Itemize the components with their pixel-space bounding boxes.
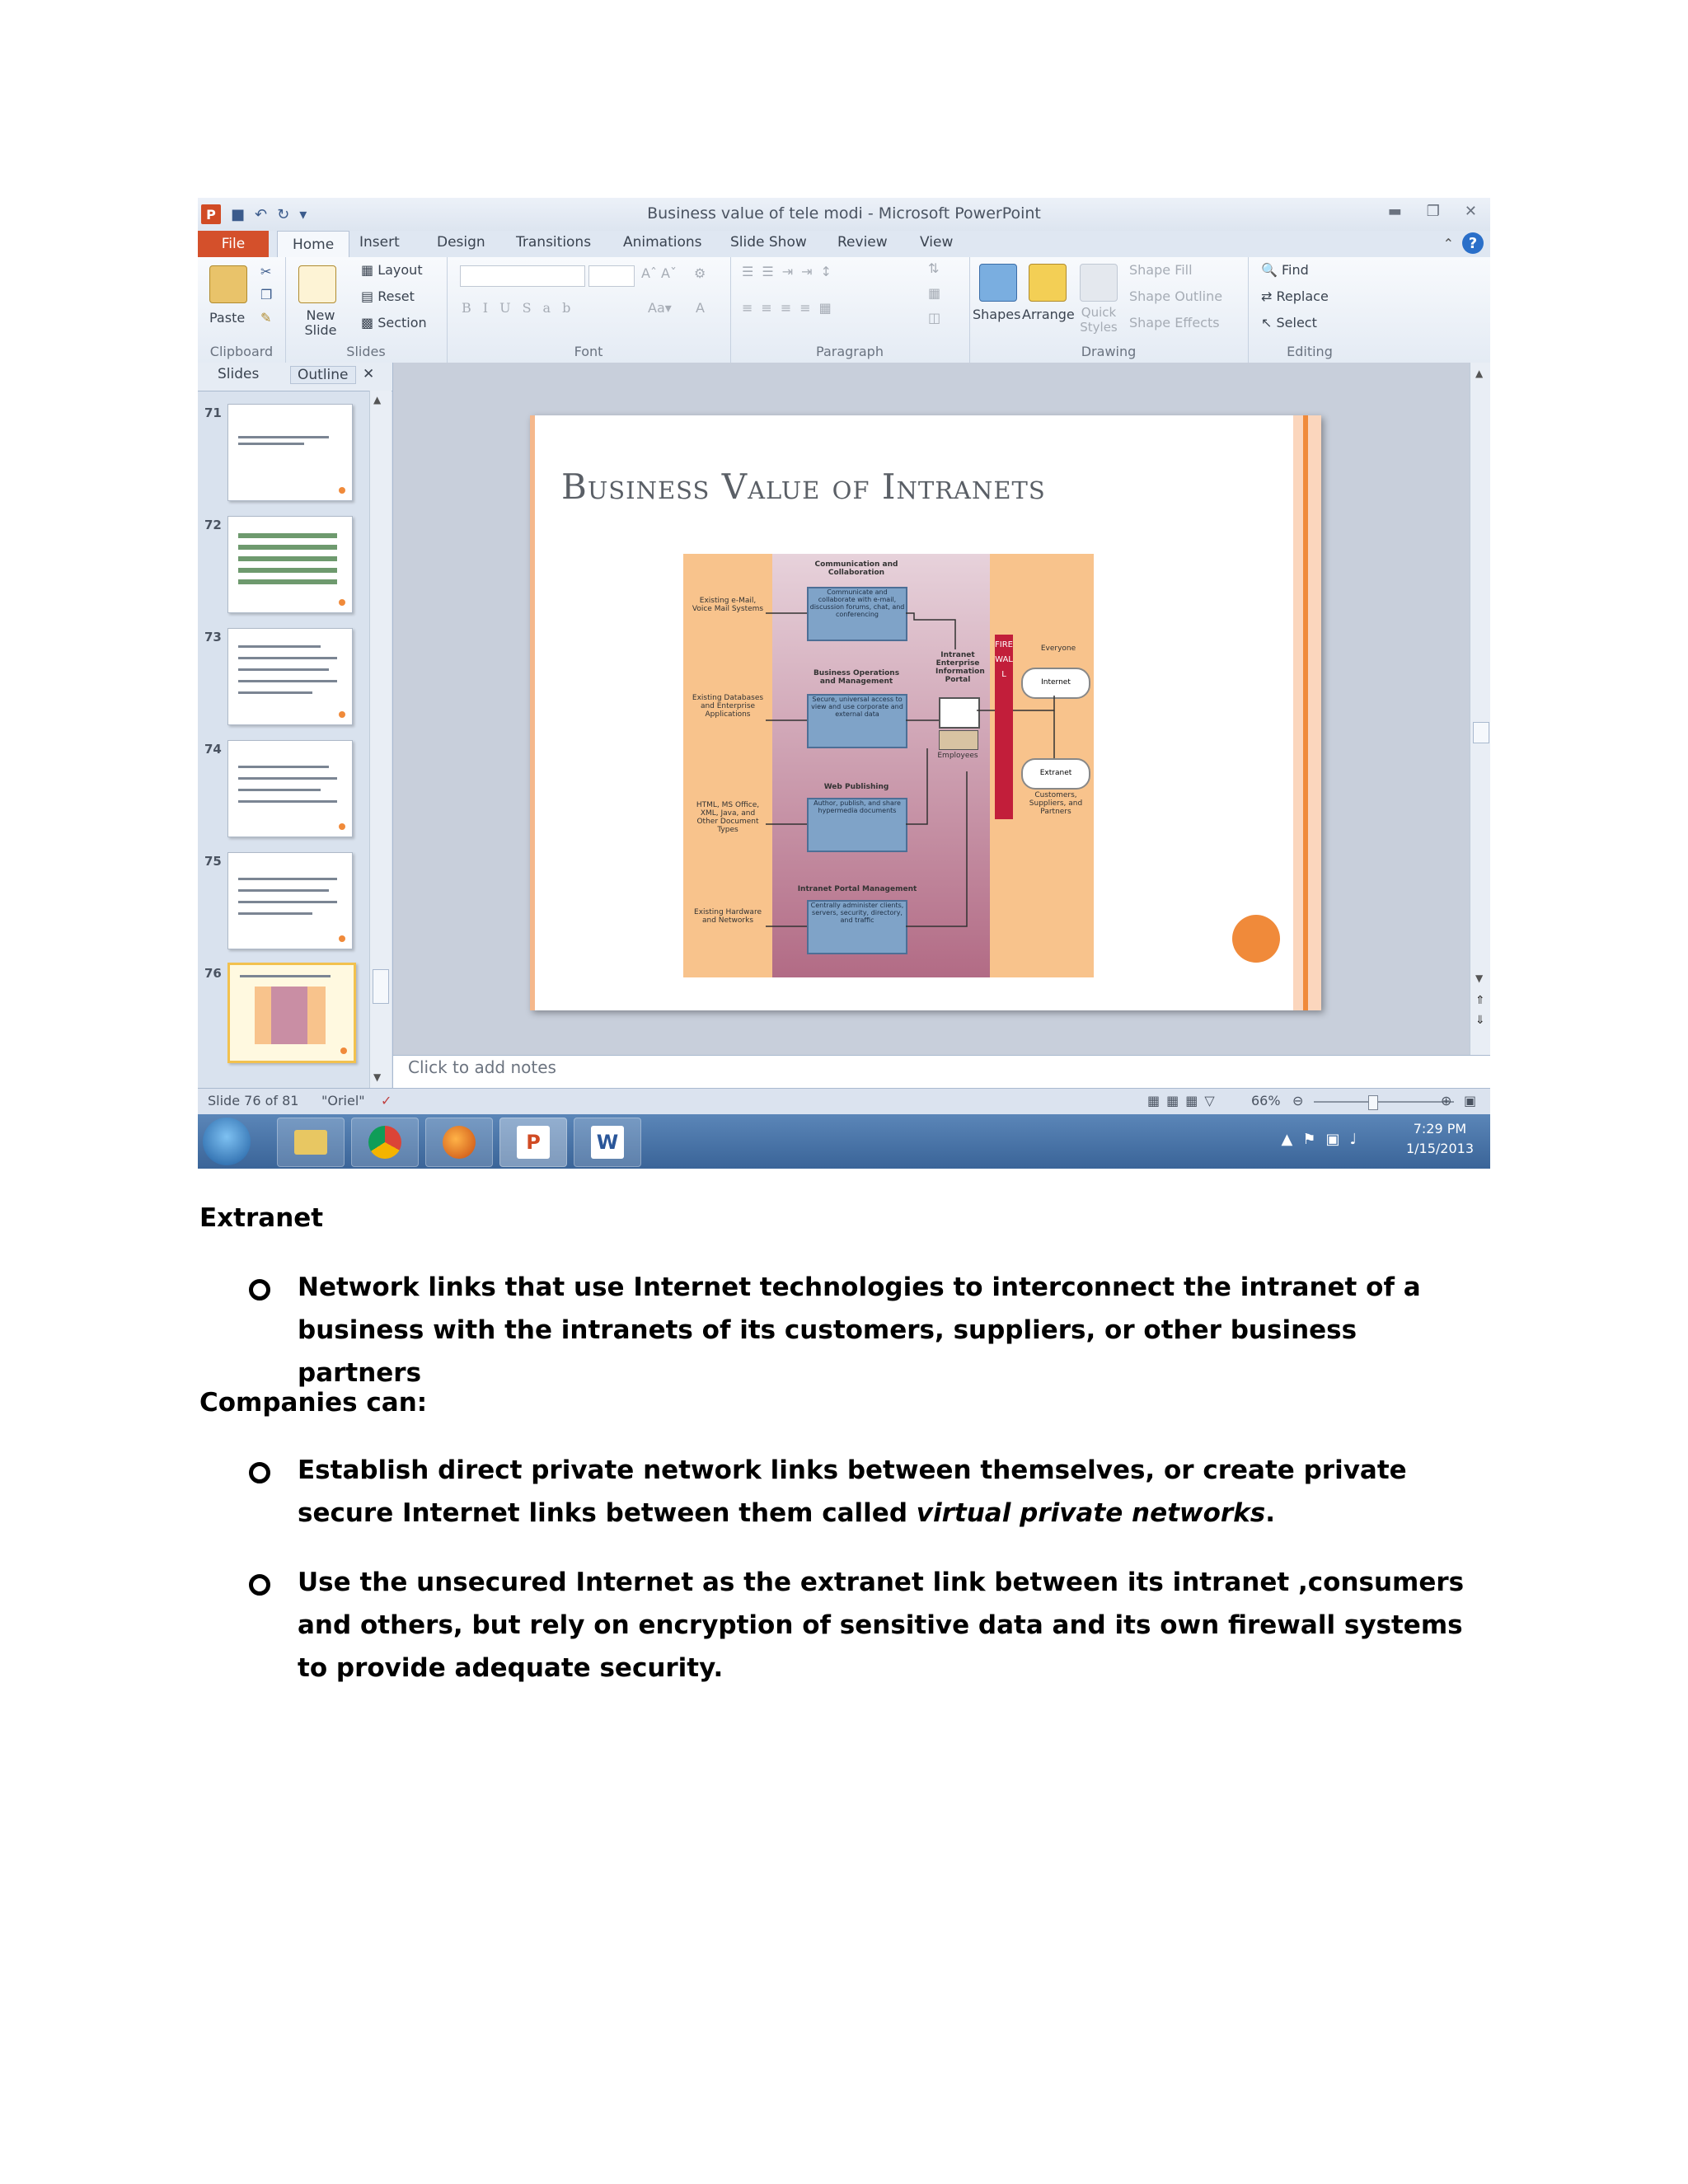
scroll-down-icon[interactable]: ▼ [373,1071,382,1083]
clock[interactable] [1406,1119,1474,1159]
section-label: Web Publishing [823,783,889,791]
new-slide-button[interactable]: New Slide [304,307,337,338]
thumb-line [238,680,337,682]
thumb-line [238,556,337,561]
clear-format-icon[interactable]: ⚙ [694,265,706,281]
diagram-connectors [683,554,1094,977]
scroll-thumb[interactable] [1473,722,1489,743]
scroll-down-icon[interactable]: ▼ [1475,972,1484,984]
ribbon-tabs [198,231,1490,258]
align-text-icon[interactable]: ▦ [928,285,941,301]
slide-left-stripe [530,415,535,1010]
thumb-line [238,657,337,659]
slide-thumbnail[interactable] [227,404,353,501]
view-buttons[interactable]: ▦▦▦▽ [1147,1093,1221,1108]
firewall-bar: FIREWALL [995,635,1013,819]
internet-cloud: Internet [1021,668,1090,699]
thumb-line [238,545,337,550]
grow-font-icon[interactable]: Aˆ Aˇ [641,265,677,281]
thumb-line [238,443,304,445]
slide-counter: Slide 76 of 81 [208,1093,299,1108]
shape-effects-button[interactable]: Shape Effects [1129,315,1220,330]
tab-view[interactable]: View [920,234,954,251]
chrome-taskbar-button[interactable] [351,1118,419,1167]
next-slide-icon[interactable]: ⇓ [1475,1014,1485,1027]
bullet-text [298,1449,1484,1535]
select-button[interactable]: ↖ Select [1261,315,1317,330]
window-title: Business value of tele modi - Microsoft PowerPoint [647,204,1041,223]
tab-bar-icons [1443,232,1484,254]
zoom-slider[interactable] [1314,1101,1454,1103]
slide-orange-dot [1232,915,1280,963]
tab-animations[interactable]: Animations [623,234,702,251]
extranet-cloud: Extranet [1021,758,1090,790]
font-color-icon[interactable]: A [696,300,705,316]
format-painter-icon[interactable]: ✎ [260,310,272,326]
diagram-box: Centrally administer clients, servers, security, directory, and traffic [807,900,907,954]
thumb-number: 74 [204,742,222,757]
everyone-label: Everyone [1040,644,1076,653]
thumb-line [238,889,329,892]
font-name-input[interactable] [460,265,585,287]
slide-thumbnail[interactable] [227,628,353,725]
undo-icon[interactable]: ↶ [255,205,268,223]
shape-outline-button[interactable]: Shape Outline [1129,288,1223,304]
align-icon[interactable]: ≡≡≡≡▦ [742,300,840,316]
explorer-taskbar-button[interactable] [277,1118,345,1167]
thumb-line [238,766,329,768]
reset-label: Reset [377,288,415,304]
replace-label: Replace [1276,288,1329,304]
zoom-out-icon[interactable]: ⊖ [1292,1093,1304,1108]
thumb-line [238,645,321,648]
select-label: Select [1276,315,1317,330]
thumb-line [238,878,337,880]
quick-styles-icon[interactable] [1080,264,1118,302]
font-label: Font [574,344,603,359]
cut-icon[interactable]: ✂ [260,264,272,279]
font-size-input[interactable] [588,265,635,287]
vpn-term: virtual private networks [916,1498,1266,1528]
thumb-line [238,800,337,803]
chrome-icon [368,1126,401,1159]
slide-thumbnail-active[interactable] [227,963,356,1063]
thumb-diagram-left [255,987,271,1044]
bullet-text: Network links that use Internet technologies to interconnect the intranet of a business with the intranets of its customers, suppliers, or other business partners [298,1272,1421,1388]
paste-button[interactable]: Paste [209,310,246,326]
diagram-box: Communicate and collaborate with e-mail, discussion forums, chat, and conferencing [807,587,907,641]
tab-review[interactable]: Review [837,234,888,251]
slide-editing-area [393,363,1490,1055]
save-icon[interactable]: ■ [231,205,246,223]
thumb-line [238,568,337,573]
customize-qat-icon[interactable]: ▾ [299,205,307,223]
tab-home[interactable]: Home [277,231,349,258]
notes-pane[interactable] [393,1055,1490,1089]
find-label: Find [1282,262,1309,278]
left-label: Existing e-Mail, Voice Mail Systems [692,597,764,613]
quick-styles-button[interactable]: Quick Styles [1080,305,1118,335]
text-direction-icon[interactable]: ⇅ [928,260,940,276]
minimize-icon[interactable]: ▬ [1387,203,1402,220]
thumb-number: 73 [204,630,222,644]
section-label: Business Operations and Management [813,669,900,686]
thumb-dot [339,599,345,606]
shape-fill-button[interactable]: Shape Fill [1129,262,1193,278]
system-tray-icons[interactable]: ▲⚑▣♩ [1281,1131,1367,1148]
tab-transitions[interactable]: Transitions [516,234,592,251]
slides-panel [198,363,393,1088]
shapes-button[interactable]: Shapes [973,307,1021,322]
slide-thumbnail[interactable] [227,740,353,837]
close-icon[interactable]: ✕ [1464,203,1477,220]
tab-file[interactable]: File [198,231,269,257]
help-icon[interactable]: ? [1462,232,1484,254]
thumb-dot [339,935,345,942]
ribbon [198,257,1490,363]
minimize-ribbon-icon[interactable]: ⌃ [1442,235,1454,251]
shapes-icon[interactable] [979,264,1017,302]
layout-label: Layout [377,262,423,278]
thumb-line [238,789,321,791]
drawing-label: Drawing [1081,344,1137,359]
left-label: Existing Databases and Enterprise Applications [692,694,764,719]
previous-slide-icon[interactable]: ⇑ [1475,994,1485,1007]
section-label: Intranet Portal Management [797,885,917,893]
slide-thumbnail[interactable] [227,516,353,613]
bullet-text-part: Establish direct private network links between themselves, or create private secure Internet links between them called [298,1455,1407,1528]
copy-icon[interactable]: ❐ [260,287,273,302]
drawing-group [969,257,1249,363]
employees-label: Employees [937,752,978,760]
partners-label: Customers, Suppliers, and Partners [1029,791,1083,816]
panel-tabs [198,363,392,391]
layout-button[interactable]: ▦ Layout [361,262,423,278]
editing-label: Editing [1287,344,1333,359]
thumb-line [238,901,337,903]
thumb-diagram-mid [271,987,307,1044]
fit-to-window-icon[interactable]: ▣ [1464,1093,1477,1108]
bullet-text: Use the unsecured Internet as the extranet link between its intranet ,consumers and others, but rely on encryption of sensitive data and its own firewall systems to provide adequate security. [298,1568,1465,1683]
status-bar [198,1088,1490,1115]
tab-outline[interactable]: Outline [290,366,356,384]
slides-group [285,257,448,363]
thumb-line [238,579,337,584]
close-panel-icon[interactable]: ✕ [363,366,375,382]
diagram-box: Secure, universal access to view and use corporate and external data [807,694,907,748]
slide-thumbnail[interactable] [227,852,353,949]
clipboard-group [198,257,286,363]
notes-placeholder: Click to add notes [408,1057,556,1077]
title-bar [198,198,1490,231]
slides-label: Slides [346,344,386,359]
bullet-circle-icon [249,1574,270,1596]
slide-scrollbar[interactable] [1470,363,1490,1055]
slide-title: Business Value of Intranets [561,466,1046,507]
arrange-button[interactable]: Arrange [1022,307,1075,322]
paragraph-group [730,257,970,363]
scroll-thumb[interactable] [373,969,389,1004]
thumb-line [238,533,337,538]
thumb-line [238,912,312,915]
arrange-icon[interactable] [1029,264,1067,302]
reset-button[interactable]: ▤ Reset [361,288,415,304]
clipboard-label: Clipboard [209,344,274,359]
start-button-icon[interactable] [203,1118,251,1165]
firefox-taskbar-button[interactable] [425,1118,493,1167]
bullet-circle-icon [249,1462,270,1483]
left-label: HTML, MS Office, XML, Java, and Other Document Types [696,801,760,834]
zoom-level[interactable]: 66% [1251,1093,1281,1108]
bullet-circle-icon [249,1279,270,1301]
tab-insert[interactable]: Insert [359,234,400,251]
windows-taskbar [198,1114,1490,1169]
section-button[interactable]: ▩ Section [361,315,427,330]
section-label: Section [377,315,427,330]
thumb-line [238,436,329,438]
thumb-number: 75 [204,854,222,869]
font-group [447,257,731,363]
zoom-in-icon[interactable]: ⊕ [1441,1093,1452,1108]
bold-italic-underline-icon[interactable]: BIUSab [462,300,583,316]
new-slide-icon[interactable] [298,265,336,303]
thumb-number: 72 [204,518,222,532]
editing-group [1248,257,1372,363]
folder-icon [294,1130,327,1155]
thumb-dot [339,823,345,830]
restore-icon[interactable]: ❐ [1426,203,1440,220]
change-case-icon[interactable]: Aa▾ [648,300,672,316]
firefox-icon [443,1126,476,1159]
tab-slide-show[interactable]: Slide Show [730,234,807,251]
word-taskbar-button[interactable] [574,1118,641,1167]
thumb-line [238,691,312,694]
clock-time: 7:29 PM [1413,1121,1467,1137]
replace-button[interactable]: ⇄ Replace [1261,288,1329,304]
heading-extranet: Extranet [199,1203,324,1233]
intranet-diagram [683,554,1094,977]
powerpoint-logo-icon: P [201,204,221,224]
tab-design[interactable]: Design [437,234,485,251]
paste-icon[interactable] [209,265,247,303]
portal-label: Intranet Enterprise Information Portal [935,651,985,684]
powerpoint-icon: P [517,1126,550,1159]
word-icon: W [591,1126,624,1159]
thumb-number: 71 [204,405,222,420]
redo-icon[interactable]: ↻ [277,205,290,223]
left-label: Existing Hardware and Networks [694,908,762,925]
thumb-dot [340,1047,347,1054]
theme-name: "Oriel" [321,1093,365,1108]
zoom-slider-thumb[interactable] [1368,1095,1378,1110]
thumb-dot [339,711,345,718]
find-button[interactable]: 🔍 Find [1261,262,1309,278]
scroll-up-icon[interactable]: ▲ [373,394,382,405]
window-controls [1388,203,1477,220]
thumb-dot [339,487,345,494]
smartart-icon[interactable]: ◫ [928,310,941,326]
powerpoint-taskbar-button[interactable] [499,1118,567,1167]
scroll-up-icon[interactable]: ▲ [1475,368,1484,379]
heading-companies: Companies can: [199,1388,428,1418]
clock-date: 1/15/2013 [1405,1141,1474,1156]
thumb-number: 76 [204,966,222,981]
section-label: Communication and Collaboration [814,560,898,577]
bullets-icon[interactable]: ☰☰⇥⇥↕ [742,264,840,279]
diagram-box: Author, publish, and share hypermedia documents [807,798,907,852]
thumb-line [238,777,337,780]
thumb-line [238,668,329,671]
current-slide[interactable] [530,415,1321,1010]
paragraph-label: Paragraph [816,344,884,359]
powerpoint-screenshot [198,198,1490,1169]
tab-slides[interactable]: Slides [218,366,260,382]
bullet-text-part: . [1265,1498,1275,1528]
panel-scrollbar[interactable] [369,391,392,1088]
slide-right-accent [1303,415,1308,1010]
spell-check-icon[interactable]: ✓ [381,1093,392,1108]
thumb-line [240,975,331,977]
thumb-diagram-right [307,987,326,1044]
